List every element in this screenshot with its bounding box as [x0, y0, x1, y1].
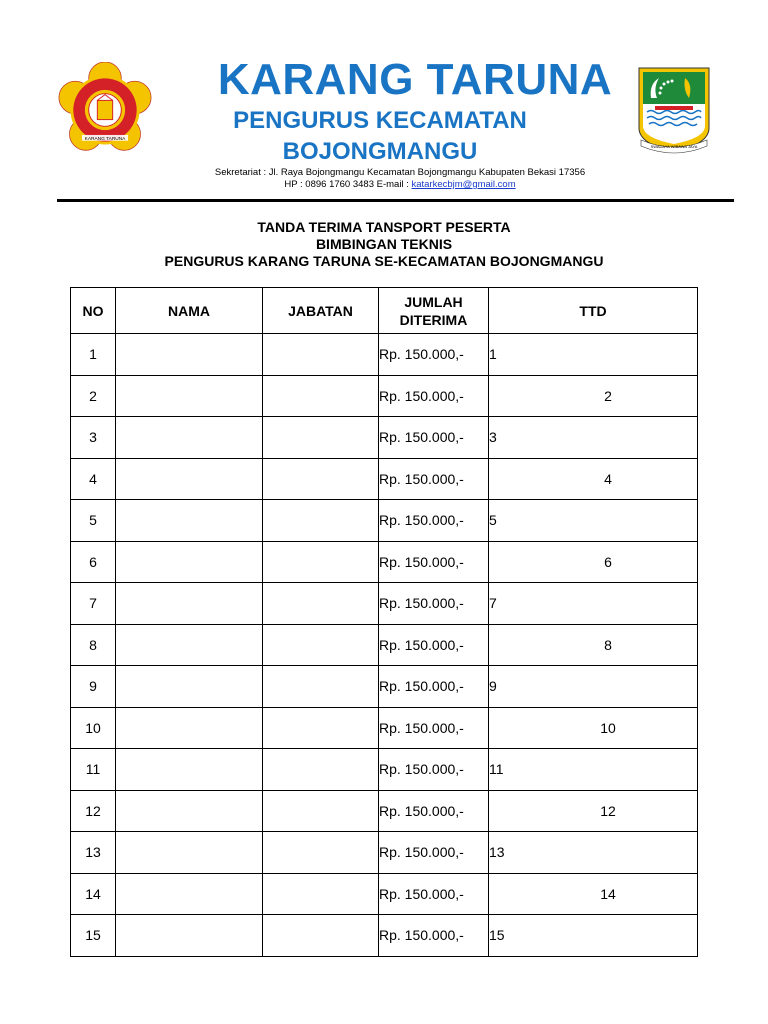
cell-jumlah: Rp. 150.000,- — [379, 790, 489, 832]
table-row — [71, 375, 698, 417]
cell-no: 14 — [71, 873, 116, 915]
cell-ttd[interactable]: 4 — [489, 458, 698, 500]
svg-text:KARANG TARUNA: KARANG TARUNA — [84, 136, 126, 142]
document-title-2: BIMBINGAN TEKNIS — [315, 236, 453, 252]
cell-ttd[interactable]: 8 — [489, 624, 698, 666]
cell-ttd[interactable]: 9 — [489, 666, 698, 708]
cell-nama[interactable] — [116, 500, 263, 542]
cell-jabatan[interactable] — [263, 334, 379, 376]
cell-jumlah: Rp. 150.000,- — [379, 458, 489, 500]
table-body — [71, 334, 698, 957]
cell-jumlah: Rp. 150.000,- — [379, 832, 489, 874]
cell-no: 5 — [71, 500, 116, 542]
cell-jabatan[interactable] — [263, 666, 379, 708]
cell-jabatan[interactable] — [263, 790, 379, 832]
cell-nama[interactable] — [116, 832, 263, 874]
cell-jabatan[interactable] — [263, 915, 379, 957]
cell-jabatan[interactable] — [263, 458, 379, 500]
svg-text:SWADAYA WIBAWA JAYA: SWADAYA WIBAWA JAYA — [650, 144, 698, 149]
cell-nama[interactable] — [116, 749, 263, 791]
table-row — [71, 583, 698, 625]
cell-nama[interactable] — [116, 790, 263, 832]
cell-no: 1 — [71, 334, 116, 376]
header-jumlah — [379, 288, 489, 334]
cell-jabatan[interactable] — [263, 417, 379, 459]
cell-jabatan[interactable] — [263, 624, 379, 666]
cell-no: 13 — [71, 832, 116, 874]
cell-jabatan[interactable] — [263, 707, 379, 749]
header-jumlah-line2: DITERIMA — [399, 311, 468, 328]
cell-jabatan[interactable] — [263, 749, 379, 791]
table-row — [71, 500, 698, 542]
cell-jumlah: Rp. 150.000,- — [379, 583, 489, 625]
cell-jumlah: Rp. 150.000,- — [379, 541, 489, 583]
cell-no: 15 — [71, 915, 116, 957]
header-jabatan: JABATAN — [263, 288, 379, 334]
header-nama: NAMA — [116, 288, 263, 334]
email-link[interactable]: katarkecbjm@gmail.com — [411, 179, 516, 190]
cell-no: 6 — [71, 541, 116, 583]
cell-jumlah: Rp. 150.000,- — [379, 915, 489, 957]
cell-ttd[interactable]: 3 — [489, 417, 698, 459]
table-row — [71, 624, 698, 666]
table-row — [71, 541, 698, 583]
cell-no: 7 — [71, 583, 116, 625]
cell-nama[interactable] — [116, 334, 263, 376]
cell-ttd[interactable]: 7 — [489, 583, 698, 625]
organization-subtitle-1: PENGURUS KECAMATAN — [233, 107, 527, 134]
receipt-table — [70, 287, 698, 957]
secretariat-address: Sekretariat : Jl. Raya Bojongmangu Kecamatan Bojongmangu Kabupaten Bekasi 17356 — [214, 167, 586, 178]
cell-nama[interactable] — [116, 458, 263, 500]
cell-jabatan[interactable] — [263, 500, 379, 542]
table-row — [71, 915, 698, 957]
cell-jumlah: Rp. 150.000,- — [379, 500, 489, 542]
cell-jumlah: Rp. 150.000,- — [379, 873, 489, 915]
cell-no: 11 — [71, 749, 116, 791]
cell-no: 12 — [71, 790, 116, 832]
cell-ttd[interactable]: 14 — [489, 873, 698, 915]
cell-nama[interactable] — [116, 666, 263, 708]
table-row — [71, 666, 698, 708]
header-no: NO — [71, 288, 116, 334]
cell-ttd[interactable]: 5 — [489, 500, 698, 542]
cell-no: 8 — [71, 624, 116, 666]
document-title-3: PENGURUS KARANG TARUNA SE-KECAMATAN BOJONGMANGU — [164, 253, 604, 269]
cell-jumlah: Rp. 150.000,- — [379, 417, 489, 459]
cell-nama[interactable] — [116, 541, 263, 583]
table-header-row — [71, 288, 698, 334]
cell-jabatan[interactable] — [263, 583, 379, 625]
cell-ttd[interactable]: 2 — [489, 375, 698, 417]
cell-jumlah: Rp. 150.000,- — [379, 666, 489, 708]
table-row — [71, 417, 698, 459]
table-row — [71, 458, 698, 500]
table-row — [71, 873, 698, 915]
cell-jumlah: Rp. 150.000,- — [379, 707, 489, 749]
cell-ttd[interactable]: 13 — [489, 832, 698, 874]
cell-jumlah: Rp. 150.000,- — [379, 334, 489, 376]
cell-no: 9 — [71, 666, 116, 708]
cell-jabatan[interactable] — [263, 832, 379, 874]
document-title-1: TANDA TERIMA TANSPORT PESERTA — [257, 219, 511, 235]
organization-subtitle-2: BOJONGMANGU — [282, 138, 478, 165]
table-row — [71, 790, 698, 832]
cell-ttd[interactable]: 6 — [489, 541, 698, 583]
cell-no: 4 — [71, 458, 116, 500]
cell-jabatan[interactable] — [263, 375, 379, 417]
cell-jabatan[interactable] — [263, 873, 379, 915]
cell-ttd[interactable]: 15 — [489, 915, 698, 957]
table-row — [71, 334, 698, 376]
cell-nama[interactable] — [116, 375, 263, 417]
cell-ttd[interactable]: 11 — [489, 749, 698, 791]
cell-nama[interactable] — [116, 417, 263, 459]
cell-nama[interactable] — [116, 707, 263, 749]
header-jumlah-line1: JUMLAH — [404, 293, 463, 310]
header-ttd: TTD — [489, 288, 698, 334]
cell-ttd[interactable]: 1 — [489, 334, 698, 376]
contact-line — [150, 179, 650, 191]
cell-ttd[interactable]: 12 — [489, 790, 698, 832]
cell-nama[interactable] — [116, 624, 263, 666]
cell-no: 10 — [71, 707, 116, 749]
cell-jumlah: Rp. 150.000,- — [379, 749, 489, 791]
table-row — [71, 832, 698, 874]
cell-nama[interactable] — [116, 915, 263, 957]
cell-no: 2 — [71, 375, 116, 417]
table-row — [71, 749, 698, 791]
cell-jabatan[interactable] — [263, 541, 379, 583]
contact-phone: HP : 0896 1760 3483 E-mail : — [284, 179, 412, 190]
cell-ttd[interactable]: 10 — [489, 707, 698, 749]
cell-nama[interactable] — [116, 873, 263, 915]
cell-jumlah: Rp. 150.000,- — [379, 624, 489, 666]
organization-title: KARANG TARUNA — [217, 55, 613, 104]
cell-nama[interactable] — [116, 583, 263, 625]
header-divider — [57, 199, 734, 202]
cell-jumlah: Rp. 150.000,- — [379, 375, 489, 417]
cell-no: 3 — [71, 417, 116, 459]
table-row — [71, 707, 698, 749]
